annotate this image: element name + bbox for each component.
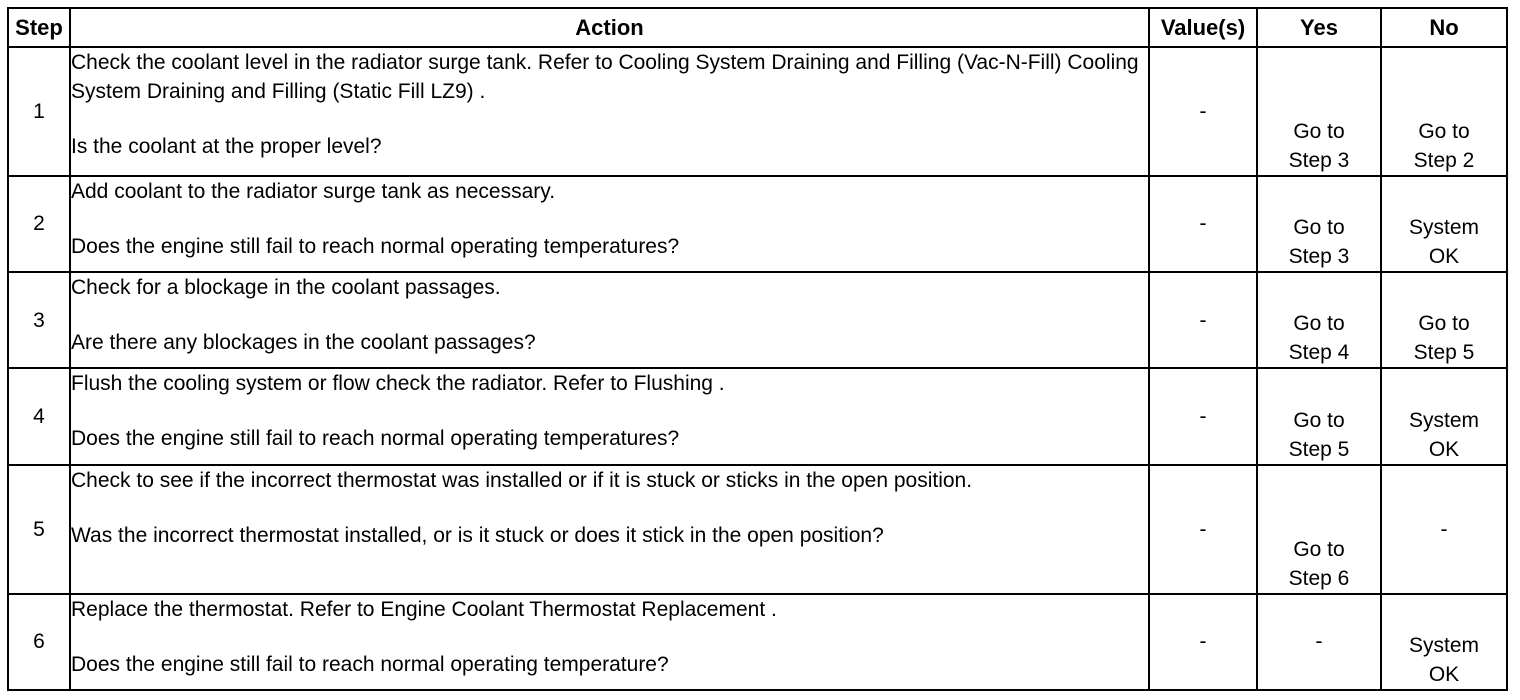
value-cell: - (1149, 176, 1257, 272)
step-number: 2 (8, 176, 70, 272)
action-question: Are there any blockages in the coolant passages? (71, 331, 536, 355)
header-action: Action (70, 8, 1149, 47)
action-cell (70, 176, 1149, 272)
no-result: System (1408, 634, 1479, 657)
action-question: Does the engine still fail to reach normal operating temperature? (71, 652, 669, 676)
no-cell (1381, 176, 1507, 272)
header-no: No (1381, 8, 1507, 47)
no-cell (1381, 47, 1507, 176)
header-yes: Yes (1257, 8, 1381, 47)
no-result-status: OK (1428, 437, 1460, 461)
value-cell: - (1149, 272, 1257, 368)
yes-link[interactable]: Go to (1293, 119, 1345, 143)
no-result-status: OK (1428, 663, 1460, 686)
no-link-step[interactable]: Step 2 (1413, 148, 1475, 172)
table-row (8, 176, 1507, 272)
yes-link-step[interactable]: Step 3 (1288, 245, 1350, 269)
no-cell (1381, 272, 1507, 368)
no-cell (1381, 368, 1507, 464)
yes-cell (1257, 465, 1381, 594)
no-result: System (1408, 408, 1479, 432)
yes-cell (1257, 47, 1381, 176)
no-result: System (1408, 216, 1479, 240)
action-question: Does the engine still fail to reach normal operating temperatures? (71, 427, 680, 451)
action-cell (70, 465, 1149, 594)
action-cell (70, 594, 1149, 691)
action-text: Check the coolant level in the radiator surge tank. Refer to Cooling System Draining and Filling (Vac-N-Fill) Cooling System Draining and Filling (Static Fill LZ9) . (71, 51, 1139, 103)
action-cell (70, 368, 1149, 464)
no-link[interactable]: Go to (1418, 312, 1470, 336)
step-number: 4 (8, 368, 70, 464)
step-number: 3 (8, 272, 70, 368)
action-question: Was the incorrect thermostat installed, or is it stuck or does it stick in the open position? (71, 523, 884, 547)
action-question: Does the engine still fail to reach normal operating temperatures? (71, 234, 680, 258)
yes-link-step[interactable]: Step 3 (1288, 148, 1350, 172)
yes-link[interactable]: Go to (1293, 537, 1345, 561)
value-cell: - (1149, 465, 1257, 594)
header-step: Step (8, 8, 70, 47)
table-row (8, 47, 1507, 176)
action-text: Replace the thermostat. Refer to Engine Coolant Thermostat Replacement . (71, 597, 777, 621)
step-number: 1 (8, 47, 70, 176)
value-cell: - (1149, 47, 1257, 176)
yes-link[interactable]: Go to (1293, 312, 1345, 336)
no-cell (1381, 594, 1507, 691)
no-result-status: OK (1428, 245, 1460, 269)
action-text: Check for a blockage in the coolant passages. (71, 276, 501, 300)
yes-link-step[interactable]: Step 4 (1288, 341, 1350, 365)
yes-cell: - (1257, 594, 1381, 691)
step-number: 5 (8, 465, 70, 594)
action-text: Add coolant to the radiator surge tank as necessary. (71, 179, 556, 203)
yes-link[interactable]: Go to (1293, 408, 1345, 432)
diagnostic-table (7, 7, 1508, 691)
no-link-step[interactable]: Step 5 (1413, 341, 1475, 365)
step-number: 6 (8, 594, 70, 691)
table-row (8, 465, 1507, 594)
no-cell: - (1381, 465, 1507, 594)
yes-link[interactable]: Go to (1293, 216, 1345, 240)
header-row (8, 8, 1507, 47)
action-cell (70, 272, 1149, 368)
value-cell: - (1149, 368, 1257, 464)
yes-link-step[interactable]: Step 6 (1288, 566, 1350, 590)
yes-cell (1257, 176, 1381, 272)
header-values: Value(s) (1149, 8, 1257, 47)
action-text: Flush the cooling system or flow check the radiator. Refer to Flushing . (71, 372, 725, 396)
yes-link-step[interactable]: Step 5 (1288, 437, 1350, 461)
yes-cell (1257, 272, 1381, 368)
action-cell (70, 47, 1149, 176)
table-row (8, 272, 1507, 368)
action-question: Is the coolant at the proper level? (71, 135, 382, 158)
table-row (8, 368, 1507, 464)
yes-cell (1257, 368, 1381, 464)
table-row (8, 594, 1507, 691)
value-cell: - (1149, 594, 1257, 691)
action-text: Check to see if the incorrect thermostat was installed or if it is stuck or sticks in the open position. (71, 468, 973, 492)
no-link[interactable]: Go to (1418, 119, 1470, 143)
